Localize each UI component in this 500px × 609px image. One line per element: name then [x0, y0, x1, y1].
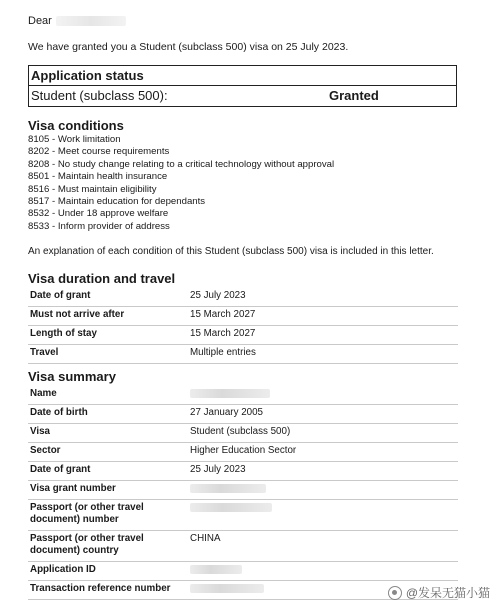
visa-conditions-heading: Visa conditions [28, 118, 124, 133]
table-row [28, 462, 458, 481]
row-value: CHINA [188, 531, 458, 562]
redacted-name [56, 16, 126, 26]
application-status-title: Application status [31, 68, 144, 83]
table-row [28, 443, 458, 462]
table-row [28, 405, 458, 424]
row-value [188, 562, 458, 581]
condition-item: 8105 - Work limitation [28, 134, 121, 145]
row-value [188, 500, 458, 531]
condition-item: 8516 - Must maintain eligibility [28, 183, 157, 195]
row-value: 25 July 2023 [188, 288, 458, 307]
visa-summary-table [28, 386, 458, 600]
table-row [28, 345, 458, 364]
row-key: Date of birth [28, 405, 188, 424]
condition-item: 8532 - Under 18 approve welfare [28, 208, 169, 220]
table-row [28, 531, 458, 562]
row-value: 15 March 2027 [188, 326, 458, 345]
row-value: 15 March 2027 [188, 307, 458, 326]
redacted-value [190, 584, 264, 593]
status-divider [29, 85, 456, 86]
watermark-logo-icon [388, 586, 402, 600]
redacted-value [190, 389, 270, 398]
application-status-box [28, 65, 457, 107]
row-key: Passport (or other travel document) number [28, 500, 188, 531]
redacted-value [190, 484, 266, 493]
table-row [28, 386, 458, 405]
condition-item: 8202 - Meet course requirements [28, 146, 170, 158]
table-row [28, 481, 458, 500]
row-key: Date of grant [28, 288, 188, 307]
row-key: Travel [28, 345, 188, 364]
row-value [188, 386, 458, 405]
row-value: 25 July 2023 [188, 462, 458, 481]
watermark [388, 584, 490, 601]
conditions-explanation: An explanation of each condition of this Student (subclass 500) visa is included in this letter. [28, 246, 434, 257]
visa-duration-heading: Visa duration and travel [28, 271, 176, 286]
watermark-text: @发呆无猫小猫 [405, 586, 490, 600]
row-key: Transaction reference number [28, 581, 188, 600]
redacted-value [190, 503, 272, 512]
condition-item: 8533 - Inform provider of address [28, 220, 170, 232]
visa-duration-table [28, 288, 458, 364]
condition-item: 8501 - Maintain health insurance [28, 171, 168, 183]
row-value: 27 January 2005 [188, 405, 458, 424]
row-key: Visa [28, 424, 188, 443]
table-row [28, 307, 458, 326]
condition-item: 8208 - No study change relating to a critical technology without approval [28, 158, 335, 170]
table-row [28, 424, 458, 443]
application-status-label: Student (subclass 500): [31, 88, 168, 103]
table-row [28, 562, 458, 581]
row-key: Sector [28, 443, 188, 462]
redacted-value [190, 565, 242, 574]
row-value: Multiple entries [188, 345, 458, 364]
row-key: Application ID [28, 562, 188, 581]
row-key: Date of grant [28, 462, 188, 481]
visa-conditions-list [28, 134, 334, 233]
visa-summary-heading: Visa summary [28, 369, 116, 384]
row-key: Passport (or other travel document) country [28, 531, 188, 562]
table-row [28, 326, 458, 345]
row-value [188, 481, 458, 500]
row-key: Name [28, 386, 188, 405]
row-value: Student (subclass 500) [188, 424, 458, 443]
salutation-text: Dear [28, 15, 52, 27]
row-key: Visa grant number [28, 481, 188, 500]
salutation [28, 15, 126, 27]
table-row [28, 288, 458, 307]
grant-intro: We have granted you a Student (subclass 500) visa on 25 July 2023. [28, 41, 349, 53]
condition-item: 8517 - Maintain education for dependants [28, 196, 206, 208]
row-key: Must not arrive after [28, 307, 188, 326]
row-key: Length of stay [28, 326, 188, 345]
application-status-value: Granted [329, 88, 379, 103]
row-value: Higher Education Sector [188, 443, 458, 462]
table-row [28, 500, 458, 531]
